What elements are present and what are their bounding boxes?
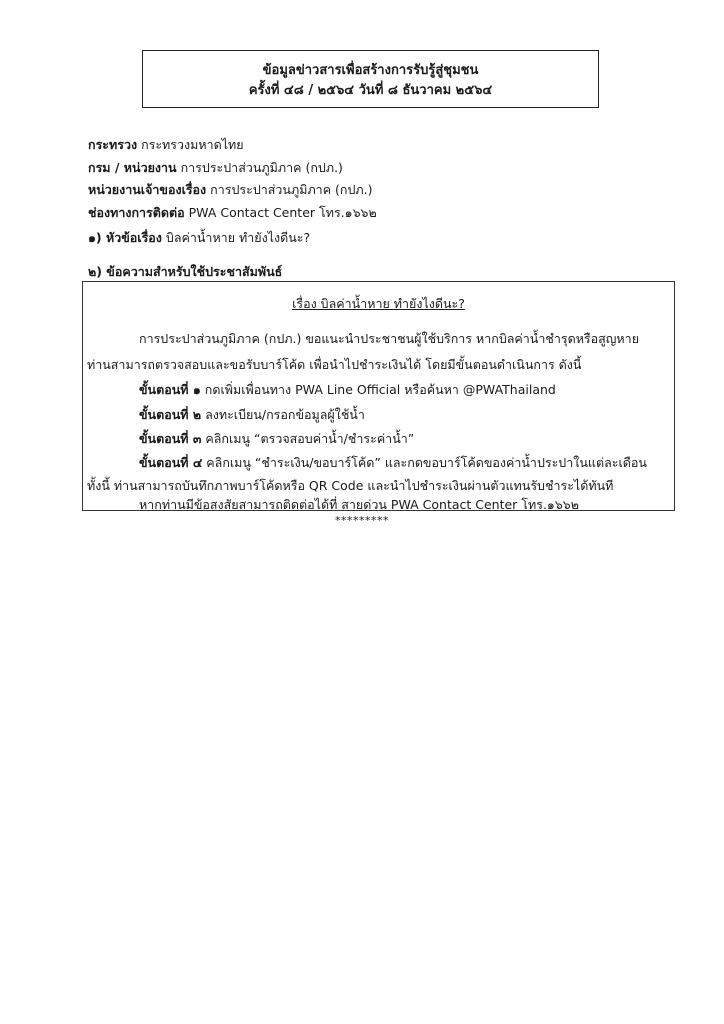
step-4-text: คลิกเมนู “ชำระเงิน/ขอบาร์โค้ด” และกดขอบาร์โค้ดของค่าน้ำประปาในแต่ละเดือน <box>206 455 647 470</box>
meta-owner <box>88 179 377 202</box>
step-3-text: คลิกเมนู “ตรวจสอบค่าน้ำ/ชำระค่าน้ำ” <box>205 431 415 446</box>
pr-message-box <box>82 281 675 511</box>
header-box <box>142 50 599 108</box>
step-3-label: ขั้นตอนที่ ๓ <box>139 431 202 446</box>
step-2-text: ลงทะเบียน/กรอกข้อมูลผู้ใช้น้ำ <box>205 407 365 422</box>
meta-contact-label: ช่องทางการติดต่อ <box>88 204 185 220</box>
pr-step-3 <box>139 429 414 449</box>
pr-step-1 <box>139 380 556 400</box>
pr-step-4 <box>139 453 647 473</box>
section-1-label: ๑) หัวข้อเรื่อง <box>88 230 162 245</box>
section-2-heading: ๒) ข้อความสำหรับใช้ประชาสัมพันธ์ <box>88 264 283 279</box>
pr-message-title: เรื่อง บิลค่าน้ำหาย ทำยังไงดีนะ? <box>292 296 465 311</box>
end-marker: ********* <box>335 514 389 527</box>
pr-step-2 <box>139 405 365 425</box>
meta-ministry-value: กระทรวงมหาดไทย <box>141 137 244 152</box>
step-1-text: กดเพิ่มเพื่อนทาง PWA Line Official หรือค้นหา @PWAThailand <box>204 382 556 397</box>
pr-intro-line-1: การประปาส่วนภูมิภาค (กปภ.) ขอแนะนำประชาชนผู้ใช้บริการ หากบิลค่าน้ำชำรุดหรือสูญหาย <box>139 331 640 346</box>
meta-department-label: กรม / หน่วยงาน <box>88 159 177 175</box>
meta-contact-value: PWA Contact Center โทร.๑๖๖๒ <box>188 204 377 220</box>
pr-closing-line: หากท่านมีข้อสงสัยสามารถติดต่อได้ที่ สายด่วน PWA Contact Center โทร.๑๖๖๒ <box>139 497 579 512</box>
step-4-label: ขั้นตอนที่ ๔ <box>139 455 203 470</box>
meta-ministry <box>88 134 377 157</box>
step-2-label: ขั้นตอนที่ ๒ <box>139 407 202 422</box>
section-1-value: บิลค่าน้ำหาย ทำยังไงดีนะ? <box>165 230 311 245</box>
step-1-label: ขั้นตอนที่ ๑ <box>139 382 201 397</box>
pr-intro-line-2: ท่านสามารถตรวจสอบและขอรับบาร์โค้ด เพื่อนำไปชำระเงินได้ โดยมีขั้นตอนดำเนินการ ดังนี้ <box>87 357 582 372</box>
header-issue-date: ครั้งที่ ๔๘ / ๒๕๖๔ วันที่ ๘ ธันวาคม ๒๕๖๔ <box>248 83 493 98</box>
meta-block <box>88 134 377 224</box>
meta-owner-value: การประปาส่วนภูมิภาค (กปภ.) <box>210 182 373 197</box>
meta-contact <box>88 202 377 225</box>
meta-owner-label: หน่วยงานเจ้าของเรื่อง <box>88 182 207 197</box>
meta-department-value: การประปาส่วนภูมิภาค (กปภ.) <box>180 159 343 175</box>
header-title: ข้อมูลข่าวสารเพื่อสร้างการรับรู้สู่ชุมชน <box>262 63 479 78</box>
section-1-subject <box>88 228 310 248</box>
meta-ministry-label: กระทรวง <box>88 137 138 152</box>
pr-step-4-continued: ทั้งนี้ ท่านสามารถบันทึกภาพบาร์โค้ดหรือ QR Code และนำไปชำระเงินผ่านตัวแทนรับชำระได้ทันที <box>87 478 614 493</box>
meta-department <box>88 157 377 180</box>
